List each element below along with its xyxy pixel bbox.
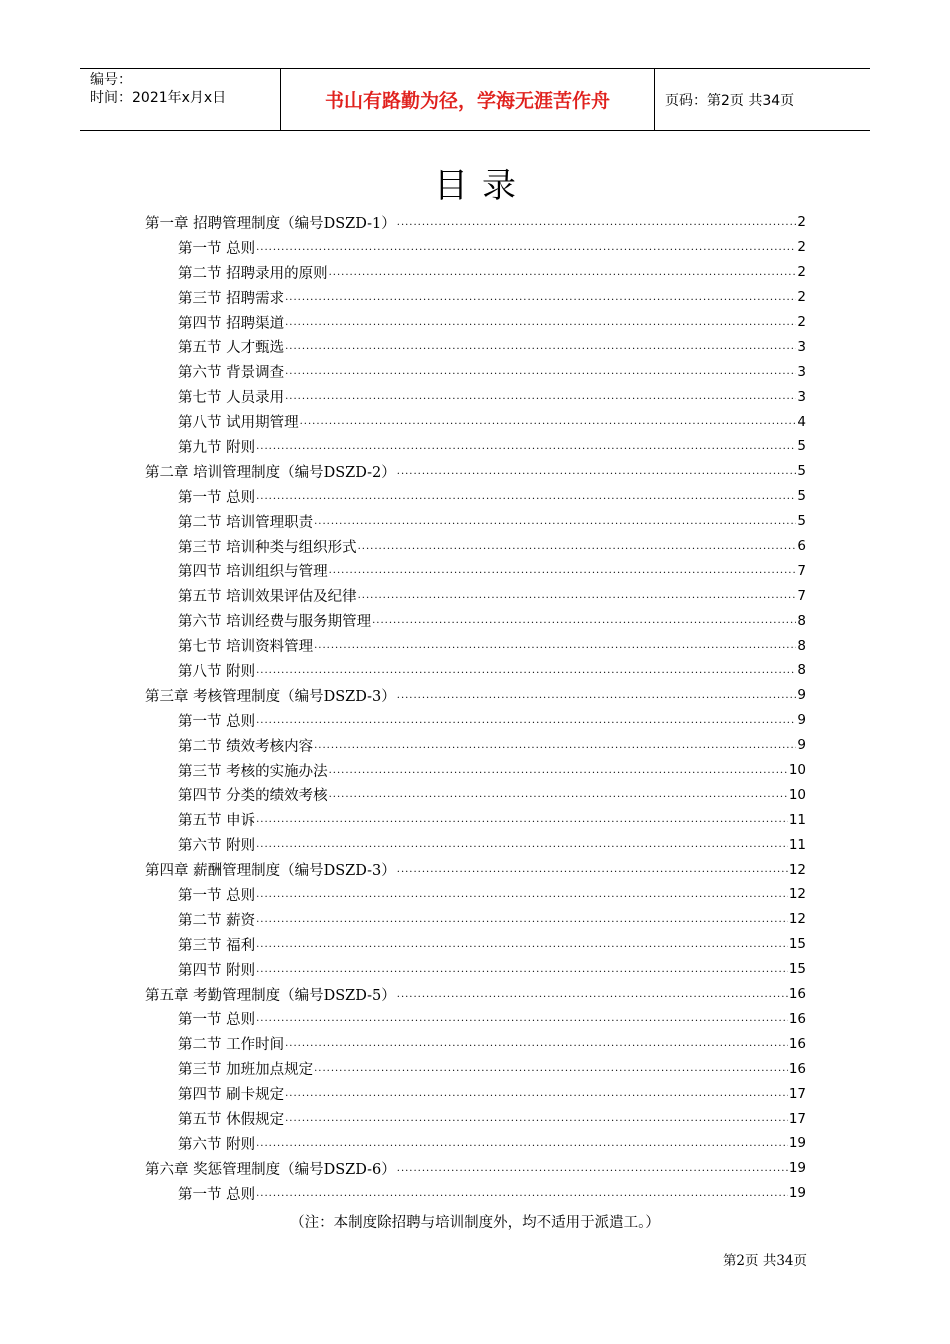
- toc-entry-title: 第五章 考勤管理制度（编号DSZD-5）: [145, 987, 396, 1004]
- page-footer: 第2页 共34页: [722, 1253, 807, 1269]
- toc-leader-dots: [314, 1063, 788, 1074]
- toc-page-number: 19: [788, 1135, 806, 1152]
- toc-section-entry[interactable]: [145, 1106, 806, 1131]
- table-of-contents: [145, 210, 806, 1206]
- toc-page-number: 11: [788, 811, 806, 828]
- toc-page-number: 2: [797, 314, 806, 330]
- toc-section-entry[interactable]: [145, 484, 806, 509]
- toc-entry-title: 第四节 刷卡规定: [178, 1087, 285, 1104]
- toc-section-entry[interactable]: [145, 957, 806, 982]
- toc-entry-title: 第一节 总则: [178, 1012, 256, 1029]
- toc-section-entry[interactable]: [145, 534, 806, 559]
- toc-page-number: 3: [797, 363, 806, 380]
- toc-entry-title: 第四节 培训组织与管理: [178, 564, 328, 581]
- toc-page-number: 2: [797, 214, 806, 231]
- toc-entry-title: 第二节 招聘录用的原则: [178, 265, 328, 282]
- toc-entry-title: 第五节 休假规定: [178, 1112, 285, 1128]
- toc-section-entry[interactable]: [145, 782, 806, 807]
- toc-page-number: 10: [788, 762, 806, 779]
- toc-section-entry[interactable]: [145, 1056, 806, 1081]
- toc-section-entry[interactable]: [145, 633, 806, 658]
- toc-page-number: 12: [788, 861, 806, 878]
- toc-entry-title: 第二节 薪资: [178, 912, 256, 929]
- toc-leader-dots: [314, 740, 796, 751]
- toc-entry-title: 第四章 薪酬管理制度（编号DSZD-3）: [145, 863, 396, 880]
- toc-entry-title: 第四节 招聘渠道: [178, 315, 285, 332]
- toc-leader-dots: [397, 217, 797, 228]
- toc-page-number: 17: [788, 1110, 806, 1127]
- toc-page-number: 9: [797, 712, 806, 729]
- toc-page-number: 17: [788, 1085, 806, 1102]
- toc-section-entry[interactable]: [145, 932, 806, 957]
- toc-page-number: 2: [797, 239, 806, 256]
- toc-entry-title: 第五节 培训效果评估及纪律: [178, 589, 357, 606]
- toc-page-number: 8: [797, 637, 806, 654]
- toc-leader-dots: [256, 441, 796, 452]
- toc-page-number: 2: [797, 264, 806, 281]
- toc-entry-title: 第一节 总则: [178, 1186, 256, 1203]
- toc-entry-title: 第三节 考核的实施办法: [178, 763, 328, 780]
- toc-entry-title: 第一节 总则: [178, 887, 256, 904]
- toc-entry-title: 第五节 人才甄选: [178, 340, 285, 357]
- toc-page-number: 7: [797, 562, 806, 579]
- toc-leader-dots: [256, 964, 788, 975]
- toc-leader-dots: [285, 317, 796, 328]
- toc-entry-title: 第六节 附则: [178, 1136, 256, 1153]
- toc-entry-title: 第二章 培训管理制度（编号DSZD-2）: [145, 464, 396, 481]
- toc-leader-dots: [256, 814, 788, 825]
- toc-page-number: 11: [788, 836, 806, 853]
- toc-section-entry[interactable]: [145, 1007, 806, 1032]
- toc-chapter-entry[interactable]: [145, 857, 806, 882]
- toc-section-entry[interactable]: [145, 434, 806, 459]
- toc-page-number: 8: [797, 662, 806, 679]
- toc-leader-dots: [256, 914, 788, 925]
- toc-entry-title: 第四节 分类的绩效考核: [178, 788, 328, 805]
- toc-leader-dots: [397, 864, 788, 875]
- toc-entry-title: 第三章 考核管理制度（编号DSZD-3）: [145, 688, 396, 705]
- toc-leader-dots: [256, 715, 796, 726]
- toc-entry-title: 第七节 培训资料管理: [178, 639, 314, 656]
- toc-section-entry[interactable]: [145, 907, 806, 932]
- toc-page-number: 5: [797, 438, 806, 455]
- toc-section-entry[interactable]: [145, 260, 806, 285]
- toc-chapter-entry[interactable]: [145, 982, 806, 1007]
- toc-entry-title: 第一节 总则: [178, 489, 256, 506]
- toc-leader-dots: [358, 541, 797, 552]
- toc-page-number: 3: [797, 338, 806, 355]
- toc-entry-title: 第一节 总则: [178, 240, 256, 257]
- toc-page-number: 12: [788, 911, 806, 928]
- toc-leader-dots: [256, 839, 788, 850]
- toc-section-entry[interactable]: [145, 758, 806, 783]
- toc-entry-title: 第一节 总则: [178, 713, 256, 730]
- toc-entry-title: 第二节 绩效考核内容: [178, 738, 314, 755]
- toc-leader-dots: [256, 665, 796, 676]
- toc-entry-title: 第六章 奖惩管理制度（编号DSZD-6）: [145, 1161, 396, 1178]
- toc-leader-dots: [256, 1138, 788, 1149]
- toc-page-number: 16: [788, 1010, 806, 1027]
- toc-title: 目录: [434, 166, 530, 206]
- toc-page-number: 16: [788, 986, 806, 1003]
- toc-leader-dots: [329, 267, 797, 278]
- toc-leader-dots: [358, 590, 797, 601]
- toc-leader-dots: [285, 366, 796, 377]
- toc-leader-dots: [314, 640, 796, 651]
- toc-section-entry[interactable]: [145, 1081, 806, 1106]
- toc-section-entry[interactable]: [145, 409, 806, 434]
- toc-leader-dots: [285, 1088, 788, 1099]
- toc-entry-title: 第八节 试用期管理: [178, 415, 299, 432]
- toc-leader-dots: [397, 1163, 788, 1174]
- toc-section-entry[interactable]: [145, 334, 806, 359]
- toc-page-number: 7: [797, 587, 806, 604]
- toc-page-number: 10: [788, 786, 806, 803]
- toc-entry-title: 第三节 加班加点规定: [178, 1062, 314, 1079]
- toc-section-entry[interactable]: [145, 310, 806, 335]
- toc-entry-title: 第三节 培训种类与组织形式: [178, 539, 357, 556]
- toc-page-number: 5: [797, 463, 806, 480]
- toc-page-number: 9: [797, 687, 806, 704]
- toc-page-number: 12: [788, 886, 806, 903]
- toc-page-number: 8: [797, 612, 806, 629]
- toc-entry-title: 第六节 培训经费与服务期管理: [178, 614, 372, 631]
- page-header: [80, 68, 870, 131]
- toc-section-entry[interactable]: [145, 583, 806, 608]
- toc-leader-dots: [256, 491, 796, 502]
- toc-entry-title: 第一章 招聘管理制度（编号DSZD-1）: [145, 215, 396, 232]
- toc-entry-title: 第五节 申诉: [178, 813, 256, 830]
- toc-leader-dots: [397, 989, 788, 1000]
- toc-leader-dots: [256, 939, 788, 950]
- document-date: 时间：2021年x月x日: [90, 90, 227, 106]
- toc-page-number: 19: [788, 1185, 806, 1202]
- toc-chapter-entry[interactable]: [145, 210, 806, 235]
- toc-leader-dots: [285, 292, 796, 303]
- toc-section-entry[interactable]: [145, 733, 806, 758]
- toc-leader-dots: [397, 690, 797, 701]
- toc-leader-dots: [329, 565, 797, 576]
- toc-leader-dots: [285, 1038, 788, 1049]
- toc-section-entry[interactable]: [145, 1181, 806, 1206]
- toc-leader-dots: [372, 615, 796, 626]
- toc-entry-title: 第四节 附则: [178, 962, 256, 979]
- toc-leader-dots: [285, 1113, 788, 1124]
- toc-page-number: 15: [788, 961, 806, 978]
- toc-entry-title: 第二节 工作时间: [178, 1037, 285, 1054]
- toc-page-number: 5: [797, 488, 806, 505]
- toc-page-number: 6: [797, 538, 806, 555]
- toc-section-entry[interactable]: [145, 384, 806, 409]
- toc-page-number: 16: [788, 1035, 806, 1052]
- toc-chapter-entry[interactable]: [145, 459, 806, 484]
- toc-entry-title: 第三节 福利: [178, 937, 256, 954]
- toc-section-entry[interactable]: [145, 882, 806, 907]
- toc-chapter-entry[interactable]: [145, 1156, 806, 1181]
- toc-leader-dots: [285, 341, 796, 352]
- toc-leader-dots: [329, 789, 788, 800]
- toc-section-entry[interactable]: [145, 285, 806, 310]
- toc-section-entry[interactable]: [145, 832, 806, 857]
- header-page-info: 页码：第2页 共34页: [665, 92, 795, 109]
- toc-entry-title: 第八节 附则: [178, 663, 256, 680]
- toc-section-entry[interactable]: [145, 708, 806, 733]
- toc-leader-dots: [300, 416, 797, 427]
- toc-entry-title: 第六节 背景调查: [178, 365, 285, 382]
- footnote: （注：本制度除招聘与培训制度外，均不适用于派遣工。）: [290, 1215, 660, 1231]
- toc-section-entry[interactable]: [145, 235, 806, 260]
- toc-entry-title: 第六节 附则: [178, 838, 256, 855]
- toc-section-entry[interactable]: [145, 807, 806, 832]
- toc-leader-dots: [329, 765, 788, 776]
- toc-entry-title: 第三节 招聘需求: [178, 290, 285, 307]
- toc-page-number: 4: [797, 413, 806, 430]
- toc-page-number: 3: [797, 388, 806, 405]
- toc-leader-dots: [256, 889, 788, 900]
- toc-entry-title: 第七节 人员录用: [178, 390, 285, 407]
- toc-page-number: 5: [797, 513, 806, 530]
- toc-section-entry[interactable]: [145, 1131, 806, 1156]
- toc-section-entry[interactable]: [145, 608, 806, 633]
- toc-chapter-entry[interactable]: [145, 683, 806, 708]
- toc-leader-dots: [256, 1013, 788, 1024]
- toc-section-entry[interactable]: [145, 658, 806, 683]
- toc-leader-dots: [397, 466, 797, 477]
- document-number-label: 编号：: [90, 72, 132, 88]
- toc-leader-dots: [256, 242, 796, 253]
- toc-page-number: 19: [788, 1160, 806, 1177]
- toc-page-number: 15: [788, 936, 806, 953]
- toc-section-entry[interactable]: [145, 1031, 806, 1056]
- toc-section-entry[interactable]: [145, 558, 806, 583]
- toc-section-entry[interactable]: [145, 359, 806, 384]
- toc-page-number: 2: [797, 289, 806, 306]
- toc-leader-dots: [285, 391, 796, 402]
- toc-leader-dots: [314, 516, 796, 527]
- toc-entry-title: 第九节 附则: [178, 439, 256, 456]
- header-meta: [80, 69, 281, 130]
- toc-entry-title: 第二节 培训管理职责: [178, 514, 314, 531]
- toc-page-number: 16: [788, 1060, 806, 1077]
- header-motto: 书山有路勤为径，学海无涯苦作舟: [281, 69, 655, 130]
- toc-page-number: 9: [797, 737, 806, 754]
- toc-section-entry[interactable]: [145, 509, 806, 534]
- toc-leader-dots: [256, 1188, 788, 1199]
